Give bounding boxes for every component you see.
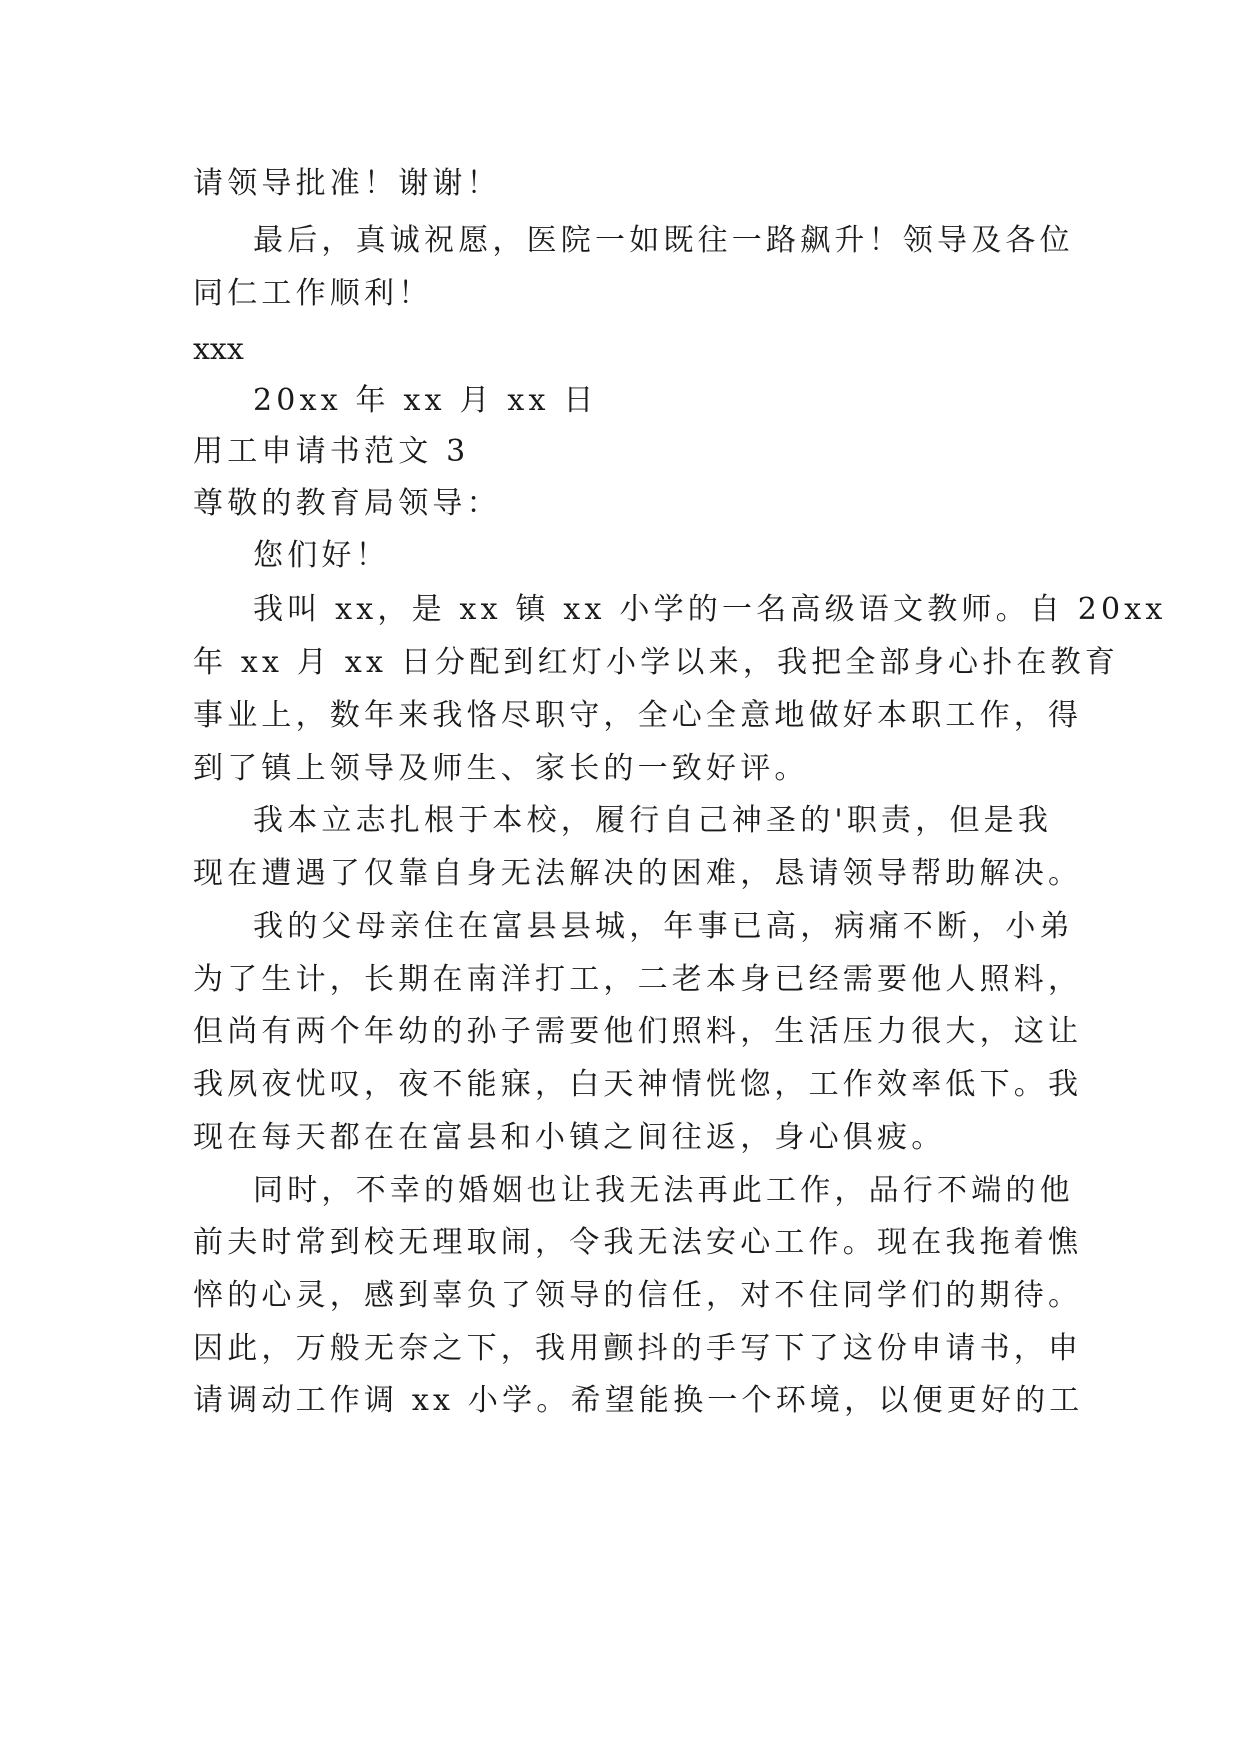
paragraph-marriage-line-5: 请调动工作调 xx 小学。希望能换一个环境，以便更好的工 (193, 1383, 1084, 1418)
paragraph-introduction-line-1: 我叫 xx，是 xx 镇 xx 小学的一名高级语文教师。自 20xx (253, 592, 1167, 627)
paragraph-marriage-line-3: 悴的心灵，感到辜负了领导的信任，对不住同学们的期待。 (193, 1278, 1083, 1313)
paragraph-difficulty-line-1: 我本立志扎根于本校，履行自己神圣的'职责，但是我 (253, 803, 1053, 838)
paragraph-family-line-2: 为了生计，长期在南洋打工，二老本身已经需要他人照料， (193, 962, 1083, 997)
text-line-approval: 请领导批准！谢谢！ (193, 166, 501, 201)
paragraph-family-line-1: 我的父母亲住在富县县城，年事已高，病痛不断，小弟 (253, 909, 1074, 944)
paragraph-introduction-line-2: 年 xx 月 xx 日分配到红灯小学以来，我把全部身心扑在教育 (193, 645, 1120, 680)
signature-name: xxx (193, 332, 244, 367)
paragraph-introduction-line-4: 到了镇上领导及师生、家长的一致好评。 (193, 751, 809, 786)
paragraph-marriage-line-1: 同时，不幸的婚姻也让我无法再此工作，品行不端的他 (253, 1173, 1074, 1208)
paragraph-family-line-4: 我夙夜忧叹，夜不能寐，白天神情恍惚，工作效率低下。我 (193, 1067, 1083, 1102)
letter-salutation: 尊敬的教育局领导： (193, 486, 501, 521)
section-heading: 用工申请书范文 3 (193, 434, 470, 469)
paragraph-family-line-3: 但尚有两个年幼的孙子需要他们照料，生活压力很大，这让 (193, 1014, 1083, 1049)
paragraph-family-line-5: 现在每天都在在富县和小镇之间往返，身心俱疲。 (193, 1120, 946, 1155)
signature-date: 20xx 年 xx 月 xx 日 (253, 383, 598, 418)
paragraph-closing-wishes-line-1: 最后，真诚祝愿，医院一如既往一路飙升！领导及各位 (253, 223, 1074, 258)
paragraph-introduction-line-3: 事业上，数年来我恪尽职守，全心全意地做好本职工作，得 (193, 698, 1083, 733)
paragraph-marriage-line-2: 前夫时常到校无理取闹，令我无法安心工作。现在我拖着憔 (193, 1225, 1083, 1260)
letter-greeting: 您们好！ (253, 538, 390, 573)
paragraph-difficulty-line-2: 现在遭遇了仅靠自身无法解决的困难，恳请领导帮助解决。 (193, 856, 1083, 891)
paragraph-closing-wishes-line-2: 同仁工作顺利！ (193, 276, 433, 311)
paragraph-marriage-line-4: 因此，万般无奈之下，我用颤抖的手写下了这份申请书，申 (193, 1331, 1083, 1366)
